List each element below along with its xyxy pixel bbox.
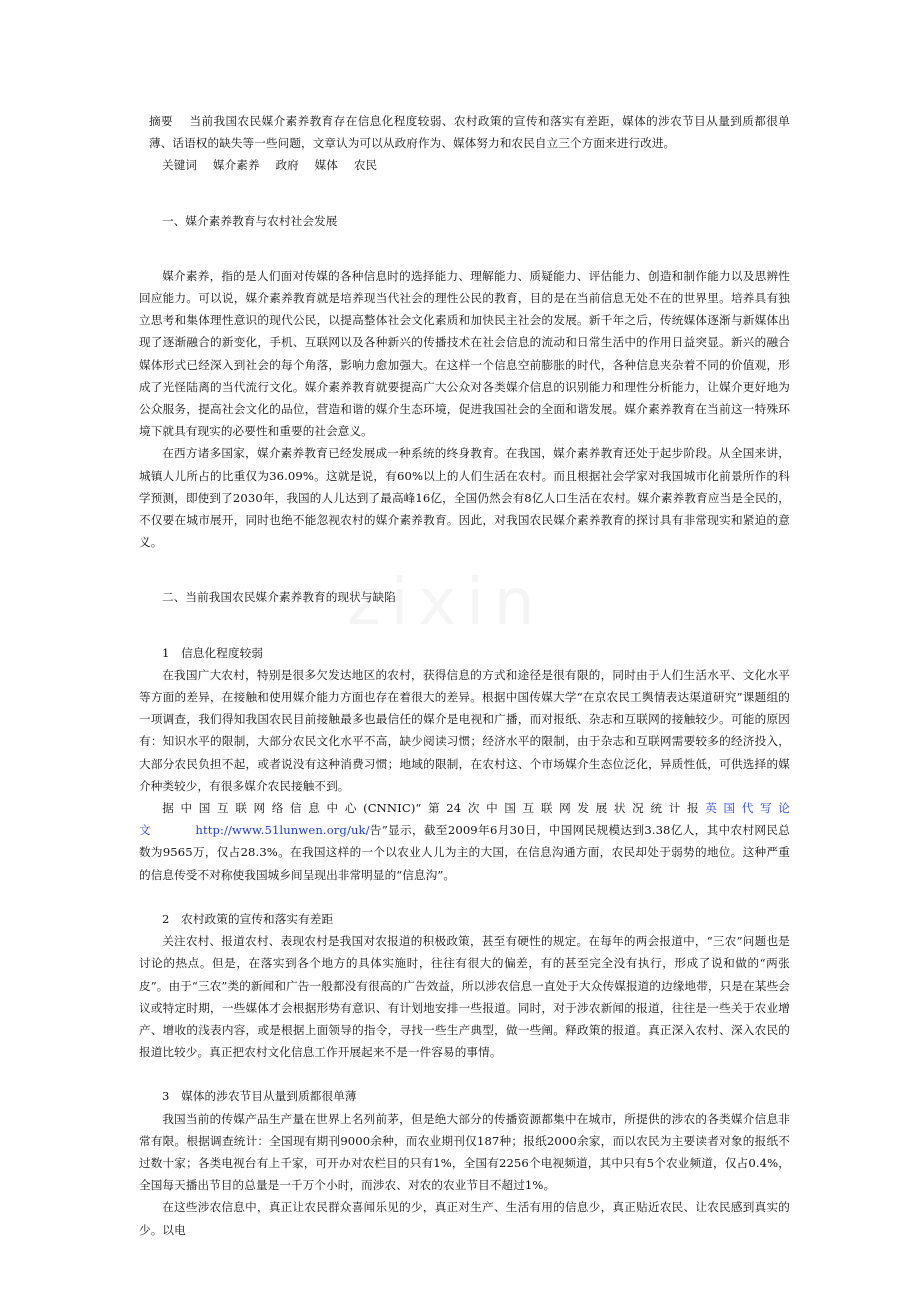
subsection-heading: 3 媒体的涉农节目从量到质都很单薄: [162, 1089, 357, 1104]
body-paragraph: 媒介素养，指的是人们面对传媒的各种信息时的选择能力、理解能力、质疑能力、评估能力、创造和制作能力以及思辨性回应能力。可以说，媒介素养教育就是培养现当代社会的理性公民的教育，目的是在当前信息无处不在的世界里。培养具有独立思考和集体理性意识的现代公民，以提高整体社会文化素质和加快民主社会的发展。新千年之后，传统媒体逐渐与新媒体出现了逐渐融合的新变化，手机、互联网以及各种新兴的传播技术在社会信息的流动和日常生活中的作用日益突显。新兴的融合媒体形式已经深入到社会的每个角落，影响力愈加强大。在这样一个信息空前膨胀的时代，各种信息夹杂着不同的价值观，形成了光怪陆离的当代流行文化。媒介素养教育就要提高广大公众对各类媒介信息的识别能力和理性分析能力，让媒介更好地为公众服务，提高社会文化的品位，营造和谐的媒介生态环境，促进我国社会的全面和谐发展。媒介素养教育在当前这一特殊环境下就具有现实的必要性和重要的社会意义。: [139, 268, 790, 439]
keywords-label: 关键词: [162, 158, 198, 173]
subsection-heading: 1 信息化程度较弱: [162, 645, 264, 660]
abstract-label: 摘要: [149, 114, 174, 128]
body-paragraph: 我国当前的传媒产品生产量在世界上名列前茅，但是绝大部分的传播资源都集中在城市，所提供的涉农的各类媒介信息非常有限。根据调查统计：全国现有期刊9000余种，而农业期刊仅187种；报纸2000余家，而以农民为主要读者对象的报纸不过数十家；各类电视台有上千家，可开办对农栏目的只有1%，全国有2256个电视频道，其中只有5个农业频道，仅占0.4%，全国每天播出节目的总量是一千万个小时，而涉农、对农的农业节目不超过1%。: [139, 1111, 790, 1193]
ad-link[interactable]: 英国代写论文: [139, 801, 790, 838]
keyword-item: 媒体: [314, 158, 339, 173]
body-paragraph: 关注农村、报道农村、表现农村是我国对农报道的积极政策，甚至有硬性的规定。在每年的两会报道中，“三农”问题也是讨论的热点。但是，在落实到各个地方的具体实施时，往往有很大的偏差，有的甚至完全没有执行，形成了说和做的“两张皮”。由于“三农”类的新闻和广告一般都没有很高的广告效益，所以涉农信息一直处于大众传媒报道的边缘地带，只是在某些会议或特定时期，一些媒体才会根据形势有意识、有计划地安排一些报道。同时，对于涉农新闻的报道，往往是一些关于农业增产、增收的浅表内容，或是根据上面领导的指令，寻找一些生产典型，做一些阐。释政策的报道。真正深入农村、深入农民的报道比较少。真正把农村文化信息工作开展起来不是一件容易的事情。: [139, 934, 790, 1060]
abstract-paragraph: [139, 110, 790, 154]
body-paragraph: [139, 797, 790, 886]
text-run: 告”显示，截至2009年6月30日，中国网民规模达到3.38亿人，其中农村网民总数为9565万，仅占28.3%。在我国这样的一个以农业人儿为主的大国，在信息沟通方面，农民却处于弱势的地位。这种严重的信息传受不对称使我国城乡间呈现出非常明显的“信息沟”。: [139, 823, 790, 882]
keyword-item: 媒介素养: [212, 158, 260, 173]
section-heading: 一、媒介素养教育与农村社会发展: [162, 213, 338, 228]
body-paragraph: 在西方诸多国家，媒介素养教育已经发展成一种系统的终身教育。在我国，媒介素养教育还处于起步阶段。从全国来讲，城镇人儿所占的比重仅为36.09%。这就是说，有60%以上的人们生活在农村。而且根据社会学家对我国城市化前景所作的科学预测，即使到了2030年，我国的人儿达到了最高峰16亿，全国仍然会有8亿人口生活在农村。媒介素养教育应当是全民的，不仅要在城市展开，同时也绝不能忽视农村的媒介素养教育。因此，对我国农民媒介素养教育的探讨具有非常现实和紧迫的意义。: [139, 446, 790, 550]
keyword-item: 政府: [275, 158, 299, 173]
section-heading: 二、当前我国农民媒介素养教育的现状与缺陷: [162, 590, 396, 605]
abstract-text: 当前我国农民媒介素养教育存在信息化程度较弱、农村政策的宣传和落实有差距，媒体的涉农节目从量到质都很单薄、话语权的缺失等一些问题，文章认为可以从政府作为、媒体努力和农民自立三个方面来进行改进。: [149, 114, 790, 151]
body-paragraph: 在我国广大农村，特别是很多欠发达地区的农村，获得信息的方式和途径是很有限的，同时由于人们生活水平、文化水平等方面的差异，在接触和使用媒介能力方面也存在着很大的差异。根据中国传媒大学“在京农民工舆情表达渠道研究”课题组的一项调查，我们得知我国农民目前接触最多也最信任的媒介是电视和广播，而对报纸、杂志和互联网的接触较少。可能的原因有：知识水平的限制，大部分农民文化水平不高，缺少阅读习惯；经济水平的限制，由于杂志和互联网需要较多的经济投入，大部分农民负担不起，或者说没有这种消费习惯；地域的限制，在农村这、个市场媒介生态位泛化，异质性低，可供选择的媒介种类较少，有很多媒介农民接触不到。: [139, 667, 790, 793]
body-paragraph: 在这些涉农信息中，真正让农民群众喜闻乐见的少，真正对生产、生活有用的信息少，真正贴近农民、让农民感到真实的少。以电: [139, 1200, 790, 1237]
url-link[interactable]: http://www.51lunwen.org/uk/: [195, 823, 370, 838]
watermark: zixin: [347, 566, 545, 640]
text-run: 据中国互联网络信息中心(CNNIC)“第24次中国互联网发展状况统计报: [162, 801, 706, 816]
keyword-item: 农民: [353, 158, 378, 173]
subsection-heading: 2 农村政策的宣传和落实有差距: [162, 911, 334, 926]
keywords-line: [139, 154, 790, 176]
document-body: [139, 110, 790, 1241]
